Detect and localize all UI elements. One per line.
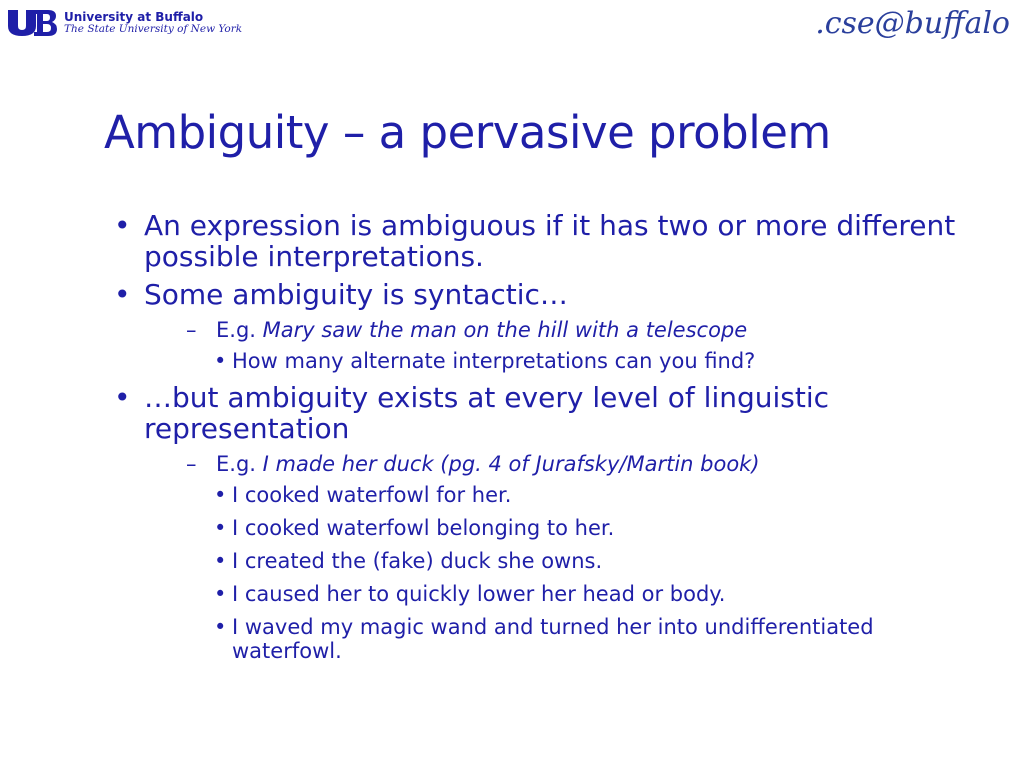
slide-title: Ambiguity – a pervasive problem bbox=[104, 106, 831, 159]
cse-buffalo-logo: .cse@buffalo bbox=[815, 6, 1010, 41]
interpretation-1: • I cooked waterfowl for her. bbox=[210, 483, 970, 507]
bullet-every-level: • …but ambiguity exists at every level of linguistic representation bbox=[110, 382, 970, 444]
interpretation-4: • I caused her to quickly lower her head or body. bbox=[210, 582, 970, 606]
ub-monogram-icon bbox=[6, 8, 58, 38]
bullet-ambiguous-definition: • An expression is ambiguous if it has two or more different possible interpretations. bbox=[110, 210, 970, 272]
example-sentence: Mary saw the man on the hill with a telescope bbox=[262, 318, 748, 342]
interpretation-5: • I waved my magic wand and turned her into undifferentiated waterfowl. bbox=[210, 615, 970, 663]
ub-logo bbox=[6, 6, 242, 40]
bullet-syntactic: • Some ambiguity is syntactic… bbox=[110, 279, 970, 310]
university-name: University at Buffalo bbox=[64, 10, 204, 25]
example-sentence: I made her duck (pg. 4 of Jurafsky/Martin book) bbox=[262, 452, 760, 476]
university-subtitle: The State University of New York bbox=[64, 22, 243, 35]
slide-content bbox=[110, 210, 970, 672]
example-telescope bbox=[186, 317, 970, 343]
example-duck bbox=[186, 451, 970, 477]
question-interpretations: • How many alternate interpretations can you find? bbox=[210, 349, 970, 373]
interpretation-2: • I cooked waterfowl belonging to her. bbox=[210, 516, 970, 540]
interpretation-3: • I created the (fake) duck she owns. bbox=[210, 549, 970, 573]
example-prefix: E.g. bbox=[216, 452, 263, 476]
example-prefix: E.g. bbox=[216, 318, 263, 342]
